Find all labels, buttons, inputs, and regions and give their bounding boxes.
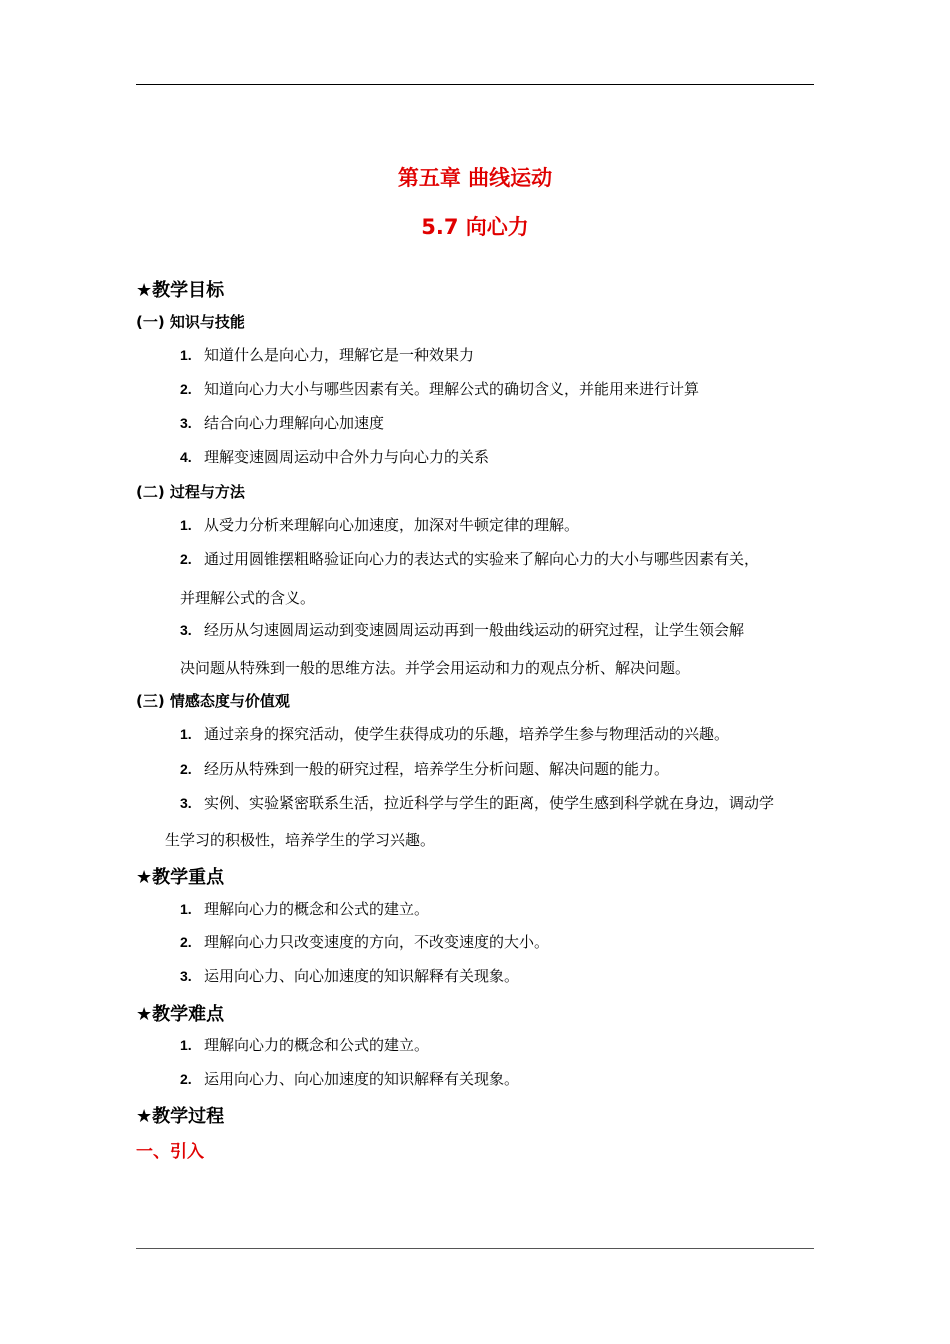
part3-heading: (三) 情感态度与价值观 bbox=[136, 692, 290, 710]
list-item: 2. 通过用圆锥摆粗略验证向心力的表达式的实验来了解向心力的大小与哪些因素有关， bbox=[180, 550, 760, 568]
list-item: 4. 理解变速圆周运动中合外力与向心力的关系 bbox=[180, 448, 490, 466]
list-item: 1. 理解向心力的概念和公式的建立。 bbox=[180, 900, 430, 918]
intro-heading: 一、引入 bbox=[136, 1142, 204, 1162]
chapter-title: 第五章 曲线运动 bbox=[397, 166, 553, 190]
list-item: 3. 运用向心力、向心加速度的知识解释有关现象。 bbox=[180, 967, 520, 985]
list-item-continuation: 决问题从特殊到一般的思维方法。并学会用运动和力的观点分析、解决问题。 bbox=[180, 659, 691, 677]
list-item: 3. 经历从匀速圆周运动到变速圆周运动再到一般曲线运动的研究过程，让学生领会解 bbox=[180, 621, 745, 639]
process-heading: ★教学过程 bbox=[136, 1106, 225, 1127]
key-points-heading: ★教学重点 bbox=[136, 867, 225, 888]
header-rule bbox=[136, 84, 814, 85]
list-item: 1. 理解向心力的概念和公式的建立。 bbox=[180, 1036, 430, 1054]
footer-rule bbox=[136, 1248, 814, 1249]
list-item: 2. 理解向心力只改变速度的方向，不改变速度的大小。 bbox=[180, 933, 550, 951]
list-item: 1. 从受力分析来理解向心加速度，加深对牛顿定律的理解。 bbox=[180, 516, 580, 534]
goals-heading: ★教学目标 bbox=[136, 280, 225, 301]
difficulties-heading: ★教学难点 bbox=[136, 1004, 225, 1025]
list-item-continuation: 并理解公式的含义。 bbox=[180, 589, 316, 607]
list-item: 2. 知道向心力大小与哪些因素有关。理解公式的确切含义，并能用来进行计算 bbox=[180, 380, 700, 398]
part1-heading: (一) 知识与技能 bbox=[136, 313, 245, 331]
part2-heading: (二) 过程与方法 bbox=[136, 483, 245, 501]
list-item: 3. 结合向心力理解向心加速度 bbox=[180, 414, 385, 432]
list-item: 1. 通过亲身的探究活动，使学生获得成功的乐趣，培养学生参与物理活动的兴趣。 bbox=[180, 725, 730, 743]
section-title: 5.7 向心力 bbox=[421, 215, 529, 239]
list-item: 2. 运用向心力、向心加速度的知识解释有关现象。 bbox=[180, 1070, 520, 1088]
list-item: 1. 知道什么是向心力，理解它是一种效果力 bbox=[180, 346, 475, 364]
list-item: 3. 实例、实验紧密联系生活，拉近科学与学生的距离，使学生感到科学就在身边，调动学 bbox=[180, 794, 775, 812]
list-item: 2. 经历从特殊到一般的研究过程，培养学生分析问题、解决问题的能力。 bbox=[180, 760, 670, 778]
list-item-continuation: 生学习的积极性，培养学生的学习兴趣。 bbox=[165, 831, 436, 849]
